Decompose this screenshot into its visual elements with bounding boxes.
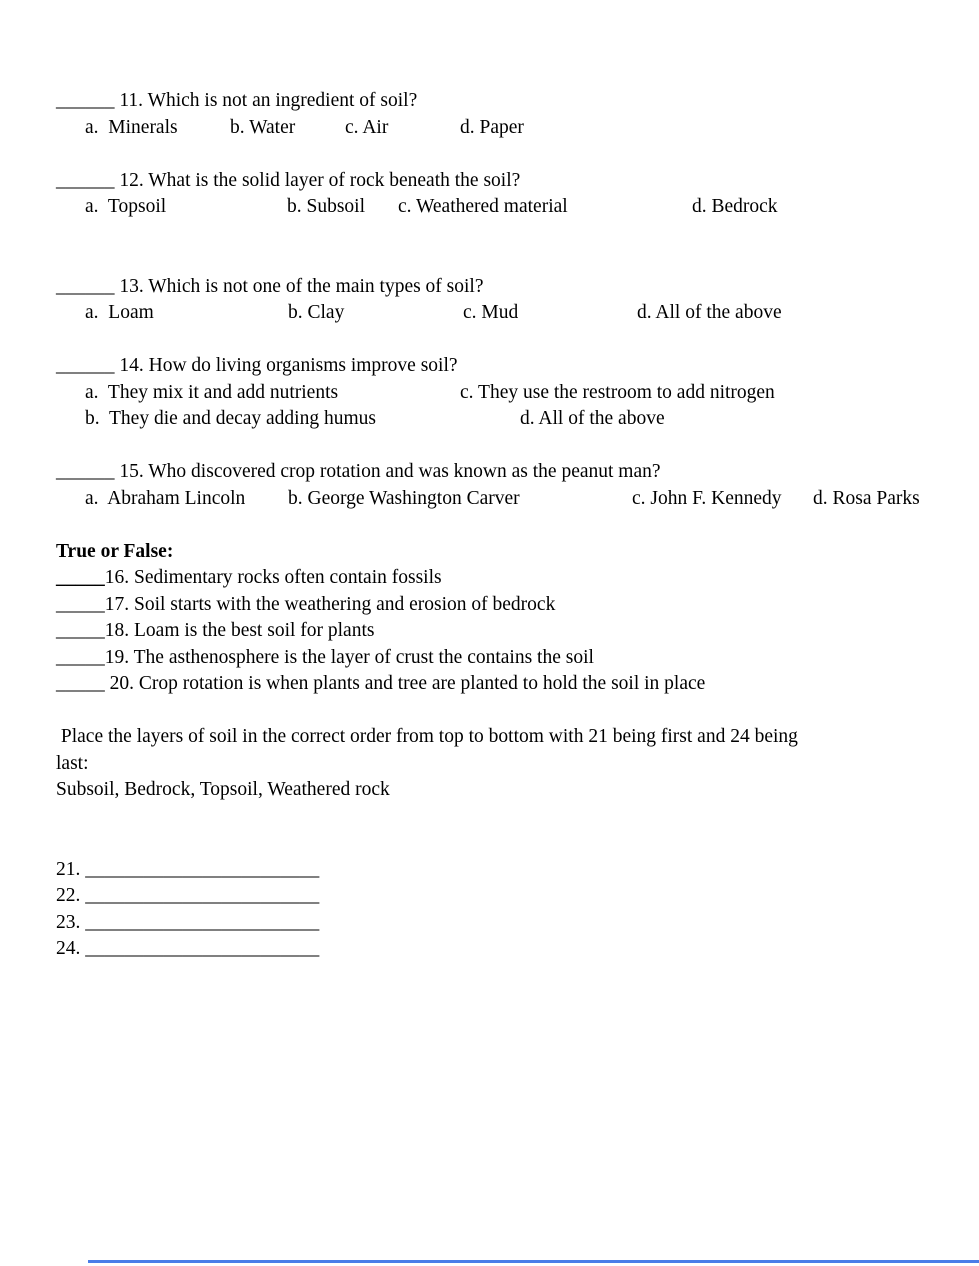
question-13-number: 13. xyxy=(119,275,144,297)
answer-line-23-number: 23. xyxy=(56,911,81,933)
question-15-options xyxy=(56,486,959,513)
question-12-option-a: a. Topsoil xyxy=(85,196,167,217)
question-12-option-d: d. Bedrock xyxy=(692,196,778,217)
question-11-option-d: d. Paper xyxy=(460,116,524,138)
question-13-option-c: c. Mud xyxy=(463,302,519,323)
answer-line-22 xyxy=(56,883,959,910)
question-14-text: How do living organisms improve soil? xyxy=(148,355,458,376)
ordering-instructions-line1 xyxy=(56,724,959,751)
question-13-option-b: b. Clay xyxy=(288,302,345,323)
answer-line-21-number: 21. xyxy=(56,858,81,880)
tf-item-18-blank: _____ xyxy=(56,620,105,641)
question-11-number: 11. xyxy=(119,90,144,111)
question-13-blank: ______ xyxy=(56,275,115,297)
question-12-option-b: b. Subsoil xyxy=(287,196,366,217)
spacer xyxy=(56,698,959,725)
question-13-text: Which is not one of the main types of soil? xyxy=(148,275,484,297)
question-11-option-a: a. Minerals xyxy=(85,116,178,138)
question-12-options xyxy=(56,194,959,221)
question-14 xyxy=(56,353,959,380)
ordering-instructions-text1: Place the layers of soil in the correct order from top to bottom with 21 being first and 24 being xyxy=(56,726,798,747)
word-bank xyxy=(56,777,959,804)
ordering-instructions-text2: last: xyxy=(56,752,89,774)
question-14-option-d: d. All of the above xyxy=(520,408,665,429)
answer-line-21-blank: ________________________ xyxy=(85,858,320,880)
tf-item-19-blank: _____ xyxy=(56,646,105,668)
question-13-option-d: d. All of the above xyxy=(637,302,782,323)
tf-item-16-blank: _____ xyxy=(56,567,105,588)
tf-item-19-text: 19. The asthenosphere is the layer of crust the contains the soil xyxy=(104,646,594,668)
question-15-option-c: c. John F. Kennedy xyxy=(632,487,782,509)
tf-item-20 xyxy=(56,671,959,698)
question-14-options-row2 xyxy=(56,406,959,433)
tf-item-20-text: 20. Crop rotation is when plants and tree are planted to hold the soil in place xyxy=(109,673,706,694)
answer-line-21 xyxy=(56,857,959,884)
answer-line-22-blank: ________________________ xyxy=(85,885,320,906)
tf-item-16 xyxy=(56,565,959,592)
question-11-options xyxy=(56,115,959,142)
tf-item-18 xyxy=(56,618,959,645)
question-15-number: 15. xyxy=(119,461,144,482)
question-14-options-row1 xyxy=(56,380,959,407)
question-14-number: 14. xyxy=(119,355,144,376)
question-12-blank: ______ xyxy=(56,169,115,191)
question-15 xyxy=(56,459,959,486)
tf-item-17-blank: _____ xyxy=(56,593,105,615)
answer-line-24-number: 24. xyxy=(56,938,81,959)
answer-line-23 xyxy=(56,910,959,937)
answer-line-24-blank: ________________________ xyxy=(85,938,320,959)
question-15-option-b: b. George Washington Carver xyxy=(288,487,520,509)
bottom-rule xyxy=(88,1260,979,1263)
true-false-heading: True or False: xyxy=(56,540,174,562)
ordering-instructions-line2 xyxy=(56,751,959,778)
question-11-option-c: c. Air xyxy=(345,116,389,138)
spacer xyxy=(56,247,959,274)
spacer xyxy=(56,141,959,168)
question-13-options xyxy=(56,300,959,327)
question-12-number: 12. xyxy=(119,169,144,191)
answer-line-23-blank: ________________________ xyxy=(85,911,320,933)
tf-item-17-text: 17. Soil starts with the weathering and erosion of bedrock xyxy=(104,593,556,615)
spacer xyxy=(56,327,959,354)
question-14-option-b: b. They die and decay adding humus xyxy=(85,408,376,429)
spacer xyxy=(56,512,959,539)
question-14-option-c: c. They use the restroom to add nitrogen xyxy=(460,381,775,403)
question-11 xyxy=(56,88,959,115)
spacer xyxy=(56,433,959,460)
answer-line-22-number: 22. xyxy=(56,885,81,906)
tf-item-16-text: 16. Sedimentary rocks often contain fossils xyxy=(104,567,442,588)
question-11-blank: ______ xyxy=(56,90,115,111)
question-14-blank: ______ xyxy=(56,355,115,376)
tf-item-20-blank: _____ xyxy=(56,673,110,694)
spacer xyxy=(56,221,959,248)
question-13 xyxy=(56,274,959,301)
question-11-text: Which is not an ingredient of soil? xyxy=(147,90,418,111)
question-15-option-d: d. Rosa Parks xyxy=(813,487,920,509)
question-12-text: What is the solid layer of rock beneath the soil? xyxy=(148,169,521,191)
tf-item-19 xyxy=(56,645,959,672)
question-12 xyxy=(56,168,959,195)
tf-item-18-text: 18. Loam is the best soil for plants xyxy=(104,620,375,641)
spacer xyxy=(56,830,959,857)
question-15-blank: ______ xyxy=(56,461,115,482)
question-14-option-a: a. They mix it and add nutrients xyxy=(85,381,339,403)
question-13-option-a: a. Loam xyxy=(85,302,154,323)
word-bank-text: Subsoil, Bedrock, Topsoil, Weathered rock xyxy=(56,779,390,800)
question-15-text: Who discovered crop rotation and was known as the peanut man? xyxy=(148,461,661,482)
question-12-option-c: c. Weathered material xyxy=(398,196,568,217)
question-11-option-b: b. Water xyxy=(230,116,296,138)
spacer xyxy=(56,804,959,831)
answer-line-24 xyxy=(56,936,959,963)
tf-item-17 xyxy=(56,592,959,619)
question-15-option-a: a. Abraham Lincoln xyxy=(85,487,246,509)
